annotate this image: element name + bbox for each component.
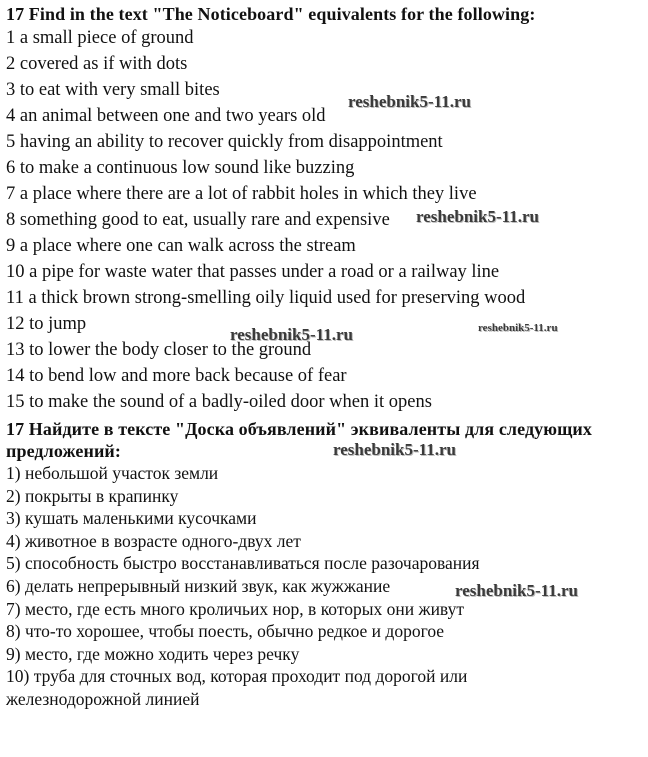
list-item: 7) место, где есть много кроличьих нор, в которых они живут [6, 598, 464, 619]
watermark: reshebnik5-11.ru [416, 207, 539, 226]
list-item: 11 a thick brown strong-smelling oily liquid used for preserving wood [6, 288, 526, 308]
watermark: reshebnik5-11.ru [478, 322, 558, 334]
watermark: reshebnik5-11.ru [455, 581, 578, 600]
list-item: 10 a pipe for waste water that passes under a road or a railway line [6, 262, 500, 282]
list-item: 5 having an ability to recover quickly from disappointment [6, 132, 443, 152]
list-item: 9 a place where one can walk across the stream [6, 236, 356, 256]
watermark: reshebnik5-11.ru [333, 440, 456, 459]
list-item: 4) животное в возрасте одного-двух лет [6, 530, 301, 551]
list-item: 15 to make the sound of a badly-oiled door when it opens [6, 392, 432, 412]
russian-heading: 17 Найдите в тексте "Доска объявлений" эквиваленты для следующих предложений: [6, 419, 592, 461]
list-item: 7 a place where there are a lot of rabbit holes in which they live [6, 184, 477, 204]
english-heading: 17 Find in the text "The Noticeboard" equivalents for the following: [6, 4, 536, 24]
list-item: 1 a small piece of ground [6, 28, 194, 48]
list-item: 14 to bend low and more back because of fear [6, 366, 347, 386]
english-items-list [6, 25, 646, 415]
list-item: 6 to make a continuous low sound like buzzing [6, 158, 355, 178]
list-item: 2 covered as if with dots [6, 54, 188, 74]
list-item: 5) способность быстро восстанавливаться после разочарования [6, 553, 480, 574]
list-item: 9) место, где можно ходить через речку [6, 643, 300, 664]
list-item: 6) делать непрерывный низкий звук, как жужжание [6, 575, 391, 596]
list-item: 10) труба для сточных вод, которая проходит под дорогой или железнодорожной линией [6, 666, 468, 709]
list-item: 13 to lower the body closer to the ground [6, 340, 312, 360]
list-item: 8) что-то хорошее, чтобы поесть, обычно редкое и дорогое [6, 621, 445, 642]
list-item: 8 something good to eat, usually rare and expensive [6, 210, 390, 230]
list-item: 3) кушать маленькими кусочками [6, 508, 257, 529]
document-page [6, 0, 646, 711]
list-item: 12 to jump [6, 314, 87, 334]
list-item: 1) небольшой участок земли [6, 463, 219, 483]
watermark: reshebnik5-11.ru [230, 325, 353, 344]
list-item: 3 to eat with very small bites [6, 80, 220, 100]
watermark: reshebnik5-11.ru [348, 92, 471, 111]
list-item: 4 an animal between one and two years old [6, 106, 326, 126]
list-item: 2) покрыты в крапинку [6, 485, 179, 506]
